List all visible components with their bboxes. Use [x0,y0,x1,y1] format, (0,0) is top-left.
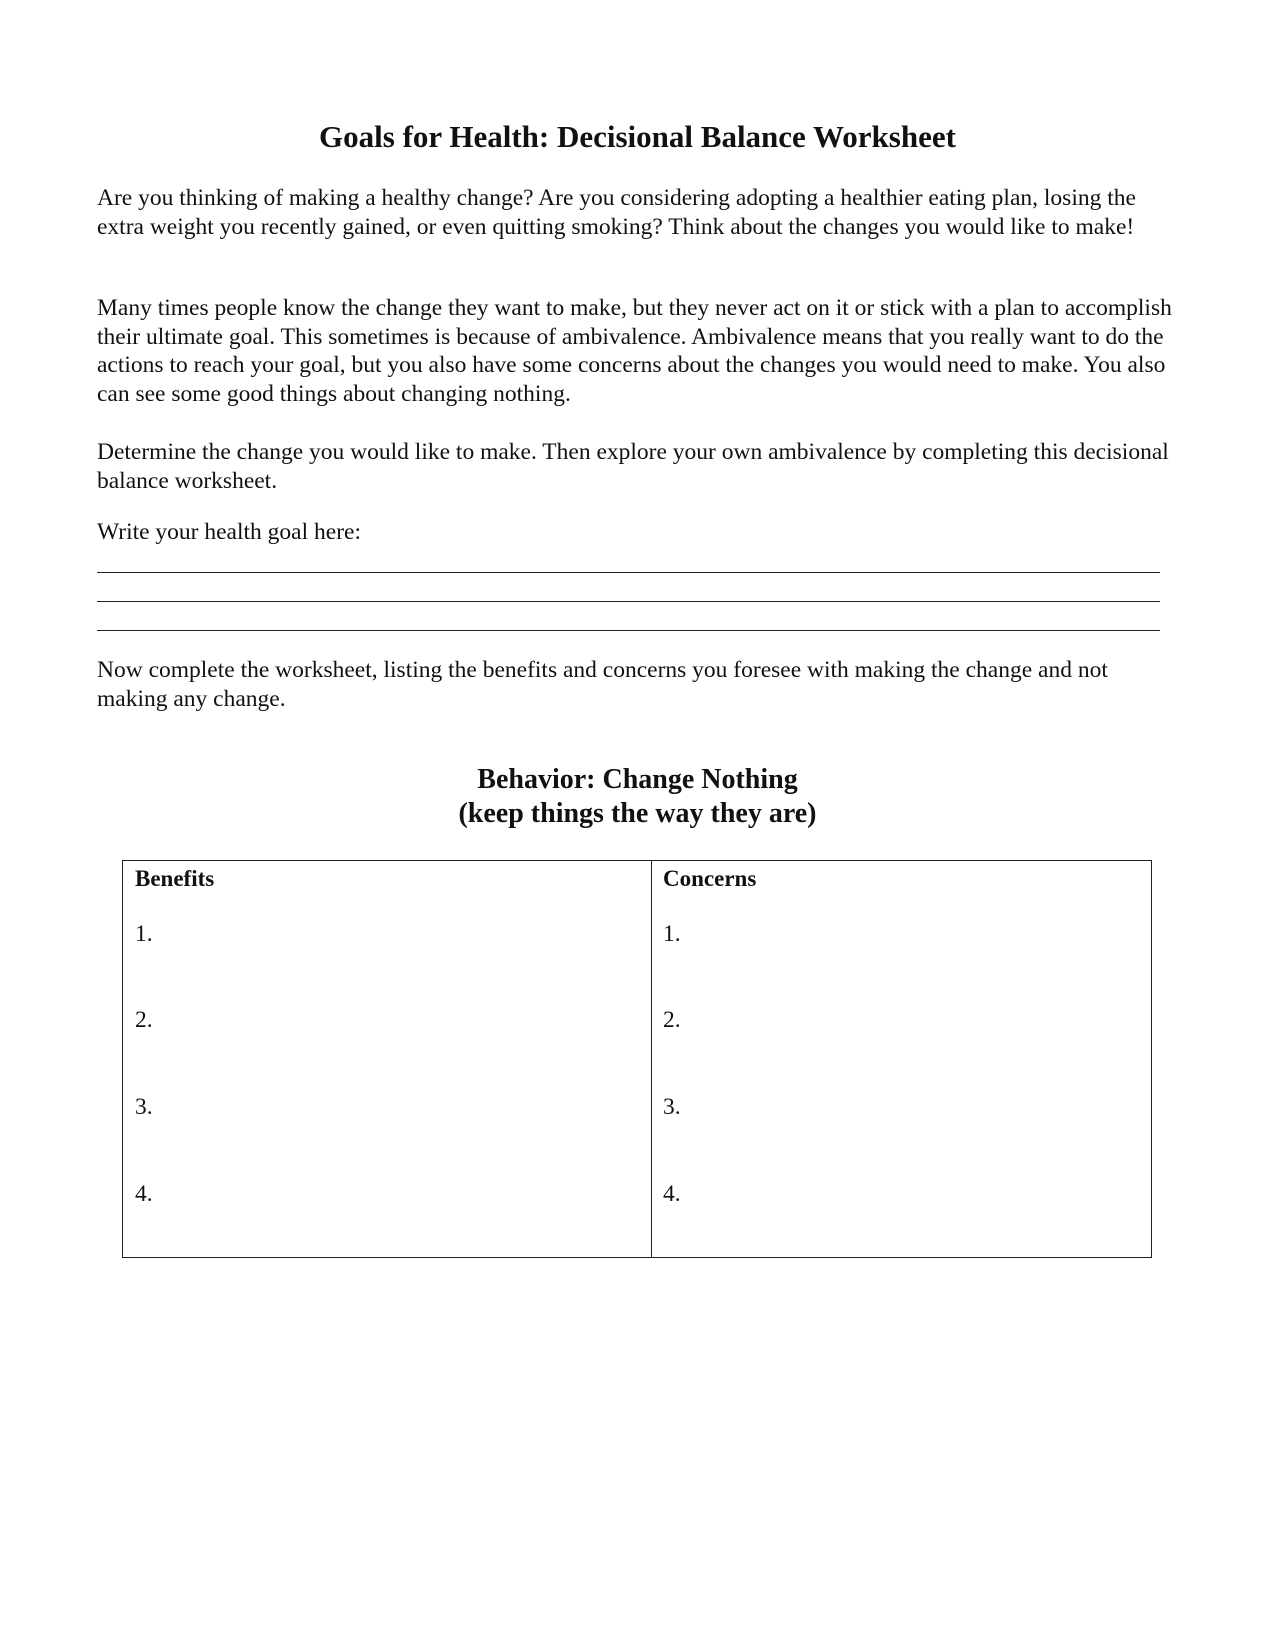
benefits-item-1[interactable]: 1. [135,921,153,947]
intro-paragraph: Are you thinking of making a healthy change? Are you considering adopting a healthier eating plan, losing the extra weight you recently gained, or even quitting smoking? Think about the changes you would like to make! [97,185,1136,240]
goal-blank-line-2[interactable] [97,601,1160,602]
concerns-header: Concerns [663,866,757,891]
concerns-column [663,861,1133,1257]
benefits-column [135,861,635,1257]
goal-blank-line-1[interactable] [97,572,1160,573]
table-column-divider [651,861,652,1257]
concerns-item-3[interactable]: 3. [663,1094,681,1120]
goal-blank-line-3[interactable] [97,630,1160,631]
concerns-item-2[interactable]: 2. [663,1007,681,1033]
page-title: Goals for Health: Decisional Balance Worksheet [319,119,956,154]
concerns-item-1[interactable]: 1. [663,921,681,947]
benefits-item-3[interactable]: 3. [135,1094,153,1120]
behavior-subheading: (keep things the way they are) [458,798,817,829]
benefits-header: Benefits [135,866,215,891]
complete-paragraph: Now complete the worksheet, listing the benefits and concerns you foresee with making the change and not making any change. [97,657,1108,712]
concerns-item-4[interactable]: 4. [663,1181,681,1207]
ambivalence-paragraph: Many times people know the change they want to make, but they never act on it or stick with a plan to accomplish their ultimate goal. This sometimes is because of ambivalence. Ambivalence means that you really want to do the actions to reach your goal, but you also have some concerns about the changes you would need to make. You also can see some good things about changing nothing. [97,295,1172,407]
benefits-item-2[interactable]: 2. [135,1007,153,1033]
goal-prompt: Write your health goal here: [97,519,361,545]
behavior-heading: Behavior: Change Nothing [477,764,798,795]
determine-paragraph: Determine the change you would like to make. Then explore your own ambivalence by completing this decisional balance worksheet. [97,439,1169,494]
decisional-balance-table [122,860,1152,1258]
benefits-item-4[interactable]: 4. [135,1181,153,1207]
